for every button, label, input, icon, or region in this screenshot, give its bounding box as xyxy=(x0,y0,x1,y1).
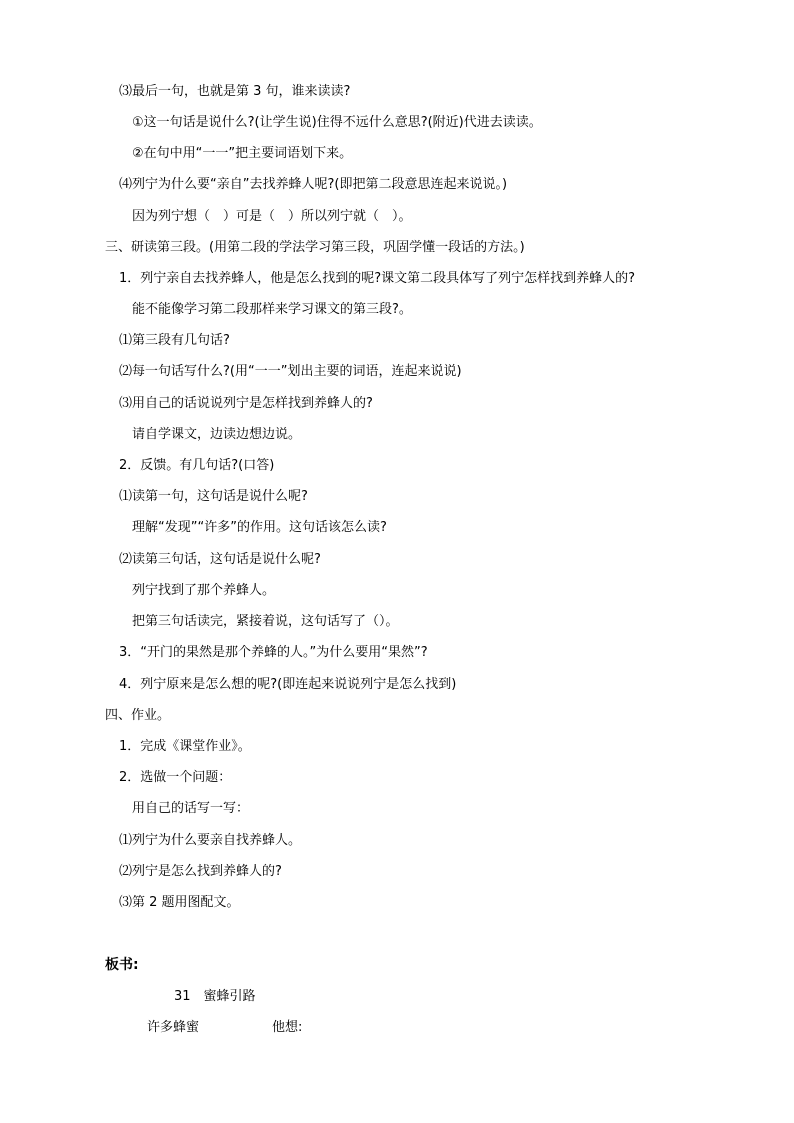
text-line: ⑶最后一句，也就是第 3 句，谁来读读? xyxy=(119,84,351,99)
text-line: 因为列宁想（ ）可是（ ）所以列宁就（ ）。 xyxy=(132,209,412,224)
text-line: 1．列宁亲自去找养蜂人，他是怎么找到的呢?课文第二段具体写了列宁怎样找到养蜂人的? xyxy=(119,271,636,286)
text-line: 2．选做一个问题： xyxy=(119,770,232,785)
board-right-text: 他想: xyxy=(272,1020,303,1035)
text-line: 把第三句话读完，紧接着说，这句话写了（）。 xyxy=(132,614,399,629)
text-line: ①这一句话是说什么?(让学生说)住得不远什么意思?(附近)代进去读读。 xyxy=(132,115,542,130)
text-line: ⑴读第一句，这句话是说什么呢? xyxy=(119,489,308,504)
text-line: ⑶第 2 题用图配文。 xyxy=(119,895,240,910)
text-line: 1．完成《课堂作业》。 xyxy=(119,739,251,754)
text-line: 2．反馈。有几句话?(口答) xyxy=(119,458,275,473)
text-line: 请自学课文，边读边想边说。 xyxy=(132,427,302,442)
text-line: ⑵列宁是怎么找到养蜂人的? xyxy=(119,864,282,879)
text-line: ⑷列宁为什么要“亲自”去找养蜂人呢?(即把第二段意思连起来说说。) xyxy=(119,177,508,192)
text-line: ⑵每一句话写什么?(用“一一”划出主要的词语，连起来说说) xyxy=(119,364,462,379)
text-line: 4．列宁原来是怎么想的呢?(即连起来说说列宁是怎么找到) xyxy=(119,677,457,692)
text-line: ⑶用自己的话说说列宁是怎样找到养蜂人的? xyxy=(119,396,373,411)
text-line: 3．“开门的果然是那个养蜂的人。”为什么要用“果然”? xyxy=(119,645,428,660)
text-line: ⑴列宁为什么要亲自找养蜂人。 xyxy=(119,833,302,848)
section-heading: 四、作业。 xyxy=(105,708,171,723)
board-title: 31 蜜蜂引路 xyxy=(174,989,256,1004)
section-heading: 三、研读第三段。(用第二段的学法学习第三段，巩固学懂一段话的方法。) xyxy=(105,240,525,255)
text-line: ⑴第三段有几句话? xyxy=(119,333,230,348)
text-line: ⑵读第三句话，这句话是说什么呢? xyxy=(119,552,321,567)
board-heading: 板书: xyxy=(105,957,139,973)
text-line: 列宁找到了那个养蜂人。 xyxy=(132,583,276,598)
board-left-text: 许多蜂蜜 xyxy=(147,1020,200,1035)
text-line: 能不能像学习第二段那样来学习课文的第三段?。 xyxy=(132,302,412,317)
text-line: ②在句中用“一一”把主要词语划下来。 xyxy=(132,146,353,161)
text-line: 用自己的话写一写： xyxy=(132,801,250,816)
text-line: 理解“发现”“许多”的作用。这句话该怎么读? xyxy=(132,520,387,535)
